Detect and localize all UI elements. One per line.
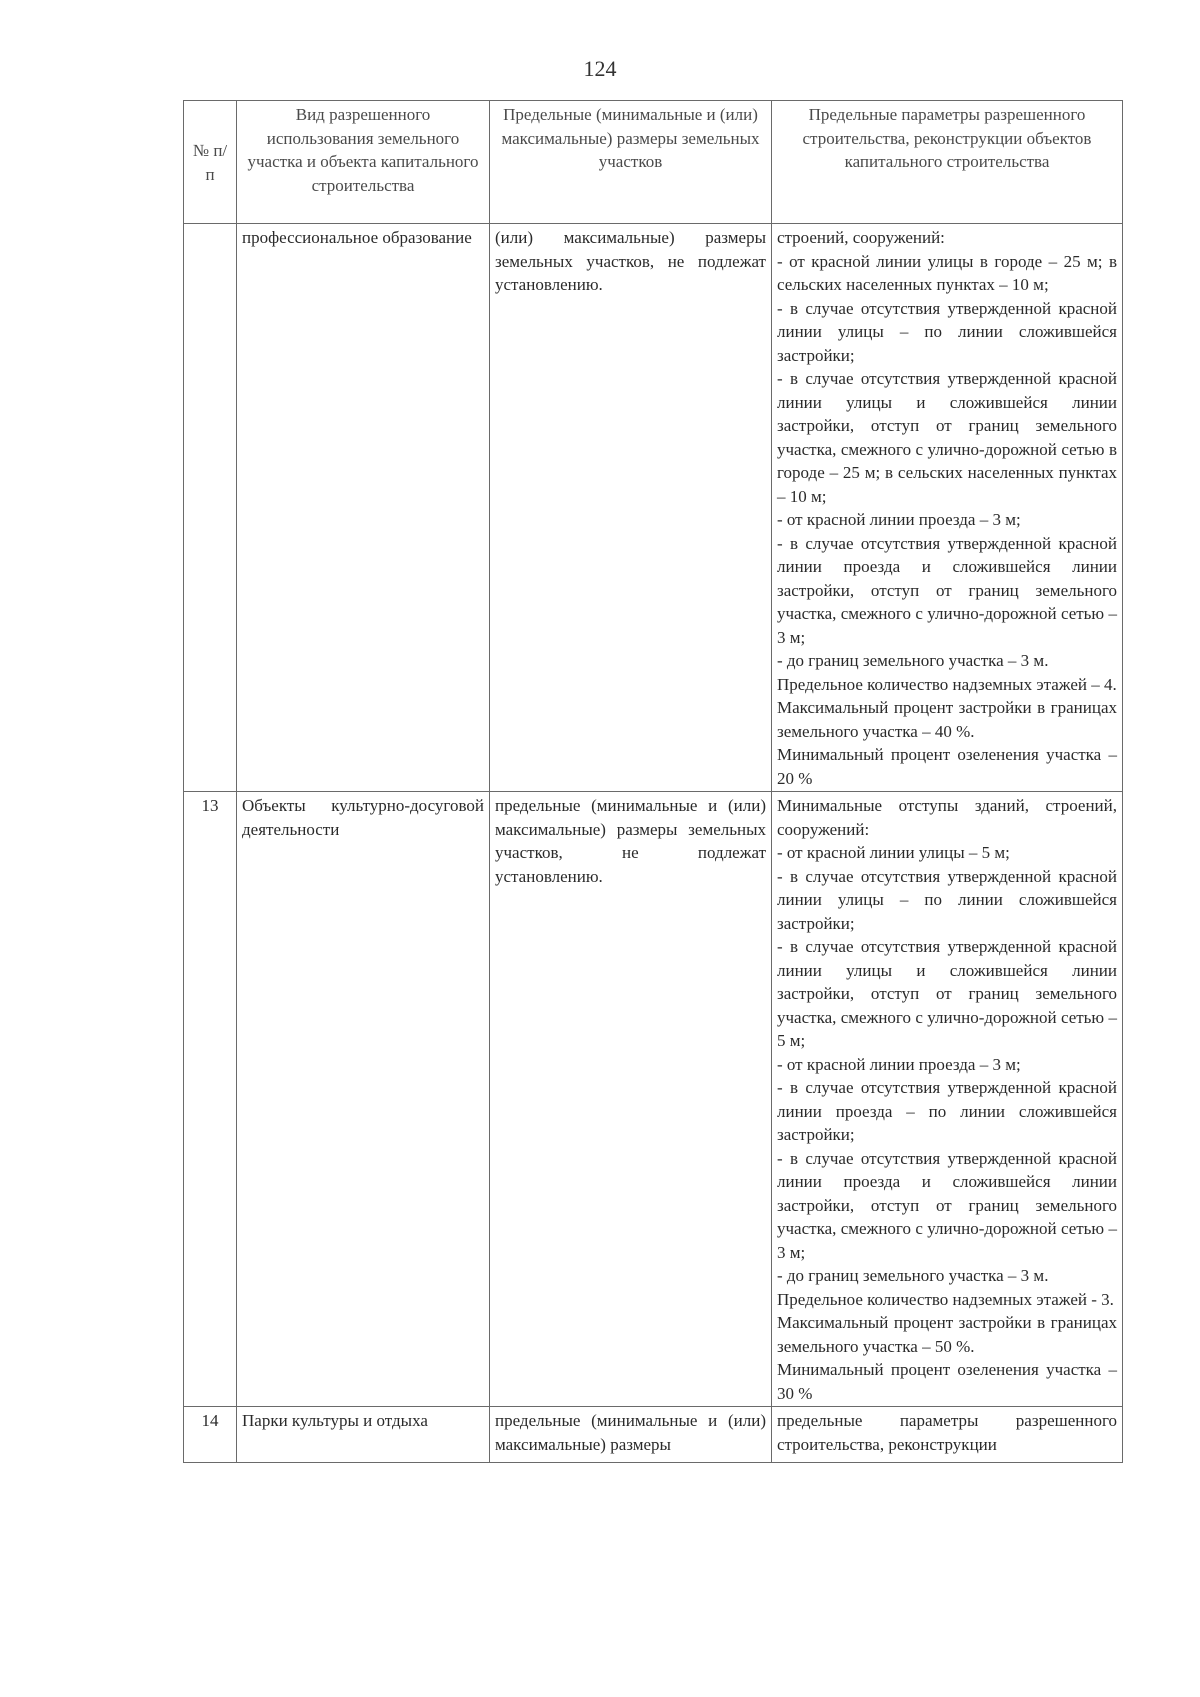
param-line: - от красной линии улицы – 5 м;: [777, 843, 1010, 862]
table-row: [184, 224, 1123, 792]
param-line: Минимальный процент озеленения участка – 20 %: [777, 745, 1117, 788]
param-line: - в случае отсутствия утвержденной красной линии улицы и сложившейся линии застройки, отступ от границ земельного участка, смежного с улично-дорожной сетью – 5 м;: [777, 937, 1117, 1050]
param-line: Максимальный процент застройки в границах земельного участка – 50 %.: [777, 1313, 1117, 1356]
param-line: - в случае отсутствия утвержденной красной линии проезда и сложившейся линии застройки, отступ от границ земельного участка, смежного с улично-дорожной сетью – 3 м;: [777, 1148, 1117, 1262]
row-sizes: предельные (минимальные и (или) максимальные) размеры: [490, 1407, 772, 1463]
table-row: [184, 1407, 1123, 1463]
param-line: - от красной линии проезда – 3 м;: [777, 1054, 1021, 1074]
row-sizes: (или) максимальные) размеры земельных участков, не подлежат установлению.: [490, 224, 772, 792]
row-kind: Объекты культурно-досуговой деятельности: [237, 792, 490, 1407]
param-line: предельные параметры разрешенного строительства, реконструкции: [777, 1411, 1117, 1454]
param-line: - от красной линии улицы в городе – 25 м; в сельских населенных пунктах – 10 м;: [777, 251, 1117, 294]
param-line: - в случае отсутствия утвержденной красной линии проезда – по линии сложившейся застройки;: [777, 1078, 1117, 1144]
param-line: - в случае отсутствия утвержденной красной линии улицы – по линии сложившейся застройки;: [777, 866, 1117, 933]
param-line: - в случае отсутствия утвержденной красной линии проезда и сложившейся линии застройки, отступ от границ земельного участка, смежного с улично-дорожной сетью – 3 м;: [777, 533, 1117, 647]
row-params: [772, 1407, 1123, 1463]
row-number: [184, 224, 237, 792]
row-sizes: предельные (минимальные и (или) максимальные) размеры земельных участков, не подлежат установлению.: [490, 792, 772, 1407]
param-line: Максимальный процент застройки в границах земельного участка – 40 %.: [777, 698, 1117, 741]
table-row: [184, 792, 1123, 1407]
row-number: 14: [184, 1407, 237, 1463]
param-line: Минимальные отступы зданий, строений, сооружений:: [777, 796, 1117, 839]
regulations-table: [183, 100, 1123, 1463]
row-number: 13: [184, 792, 237, 1407]
row-kind: Парки культуры и отдыха: [237, 1407, 490, 1463]
param-line: строений, сооружений:: [777, 228, 945, 247]
param-line: Предельное количество надземных этажей – 4.: [777, 674, 1117, 694]
param-line: - в случае отсутствия утвержденной красной линии улицы – по линии сложившейся застройки;: [777, 298, 1117, 365]
header-sizes: Предельные (минимальные и (или) максимальные) размеры земельных участков: [490, 101, 772, 224]
param-line: - до границ земельного участка – 3 м.: [777, 651, 1049, 670]
param-line: Предельное количество надземных этажей - 3.: [777, 1289, 1114, 1309]
row-kind: профессиональное образование: [237, 224, 490, 792]
header-params: Предельные параметры разрешенного строительства, реконструкции объектов капитального строительства: [772, 101, 1123, 224]
page-number: 124: [583, 56, 617, 81]
row-params: [772, 224, 1123, 792]
param-line: - до границ земельного участка – 3 м.: [777, 1266, 1049, 1285]
header-number: № п/п: [184, 101, 237, 224]
param-line: - от красной линии проезда – 3 м;: [777, 510, 1021, 529]
row-params: [772, 792, 1123, 1407]
param-line: - в случае отсутствия утвержденной красной линии улицы и сложившейся линии застройки, отступ от границ земельного участка, смежного с улично-дорожной сетью в городе – 25 м; в сельских населенных пунктах – 10 м;: [777, 369, 1117, 506]
param-line: Минимальный процент озеленения участка – 30 %: [777, 1360, 1117, 1403]
header-kind: Вид разрешенного использования земельного участка и объекта капитального строительства: [237, 101, 490, 224]
table-header-row: [184, 101, 1123, 224]
